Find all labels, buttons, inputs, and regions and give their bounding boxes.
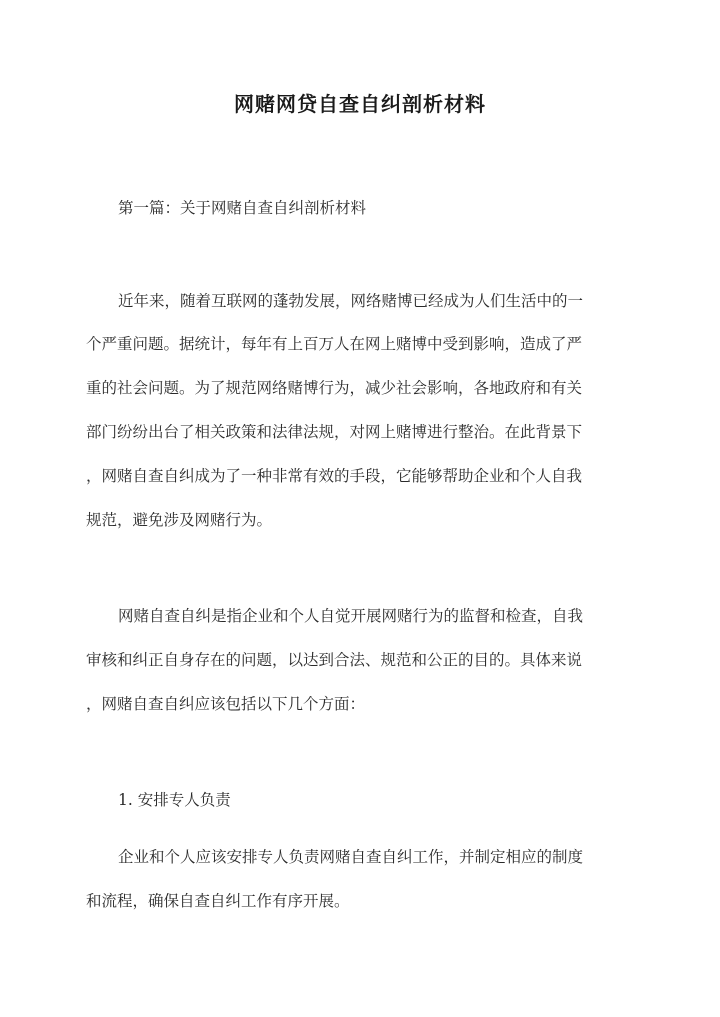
document-title: 网赌网贷自查自纠剖析材料 [234, 92, 486, 116]
paragraph1-line: 近年来，随着互联网的蓬勃发展，网络赌博已经成为人们生活中的一 [118, 292, 584, 310]
section-heading: 第一篇：关于网赌自查自纠剖析材料 [118, 199, 367, 217]
paragraph1-line: 部门纷纷出台了相关政策和法律法规，对网上赌博进行整治。在此背景下 [86, 423, 583, 441]
paragraph1-line: 规范，避免涉及网赌行为。 [86, 511, 273, 529]
paragraph1-line: 个严重问题。据统计，每年有上百万人在网上赌博中受到影响，造成了严 [86, 335, 583, 353]
item1-heading: 1. 安排专人负责 [118, 791, 231, 809]
paragraph2-line: ，网赌自查自纠应该包括以下几个方面： [86, 695, 366, 713]
paragraph1-line: 重的社会问题。为了规范网络赌博行为，减少社会影响，各地政府和有关 [86, 379, 583, 397]
paragraph2-line: 审核和纠正自身存在的问题，以达到合法、规范和公正的目的。具体来说 [86, 651, 583, 669]
paragraph1-line: ，网赌自查自纠成为了一种非常有效的手段，它能够帮助企业和个人自我 [86, 467, 583, 485]
item1-body-line: 和流程，确保自查自纠工作有序开展。 [86, 892, 350, 910]
item1-body-line: 企业和个人应该安排专人负责网赌自查自纠工作，并制定相应的制度 [118, 848, 584, 866]
paragraph2-line: 网赌自查自纠是指企业和个人自觉开展网赌行为的监督和检查，自我 [118, 607, 584, 625]
